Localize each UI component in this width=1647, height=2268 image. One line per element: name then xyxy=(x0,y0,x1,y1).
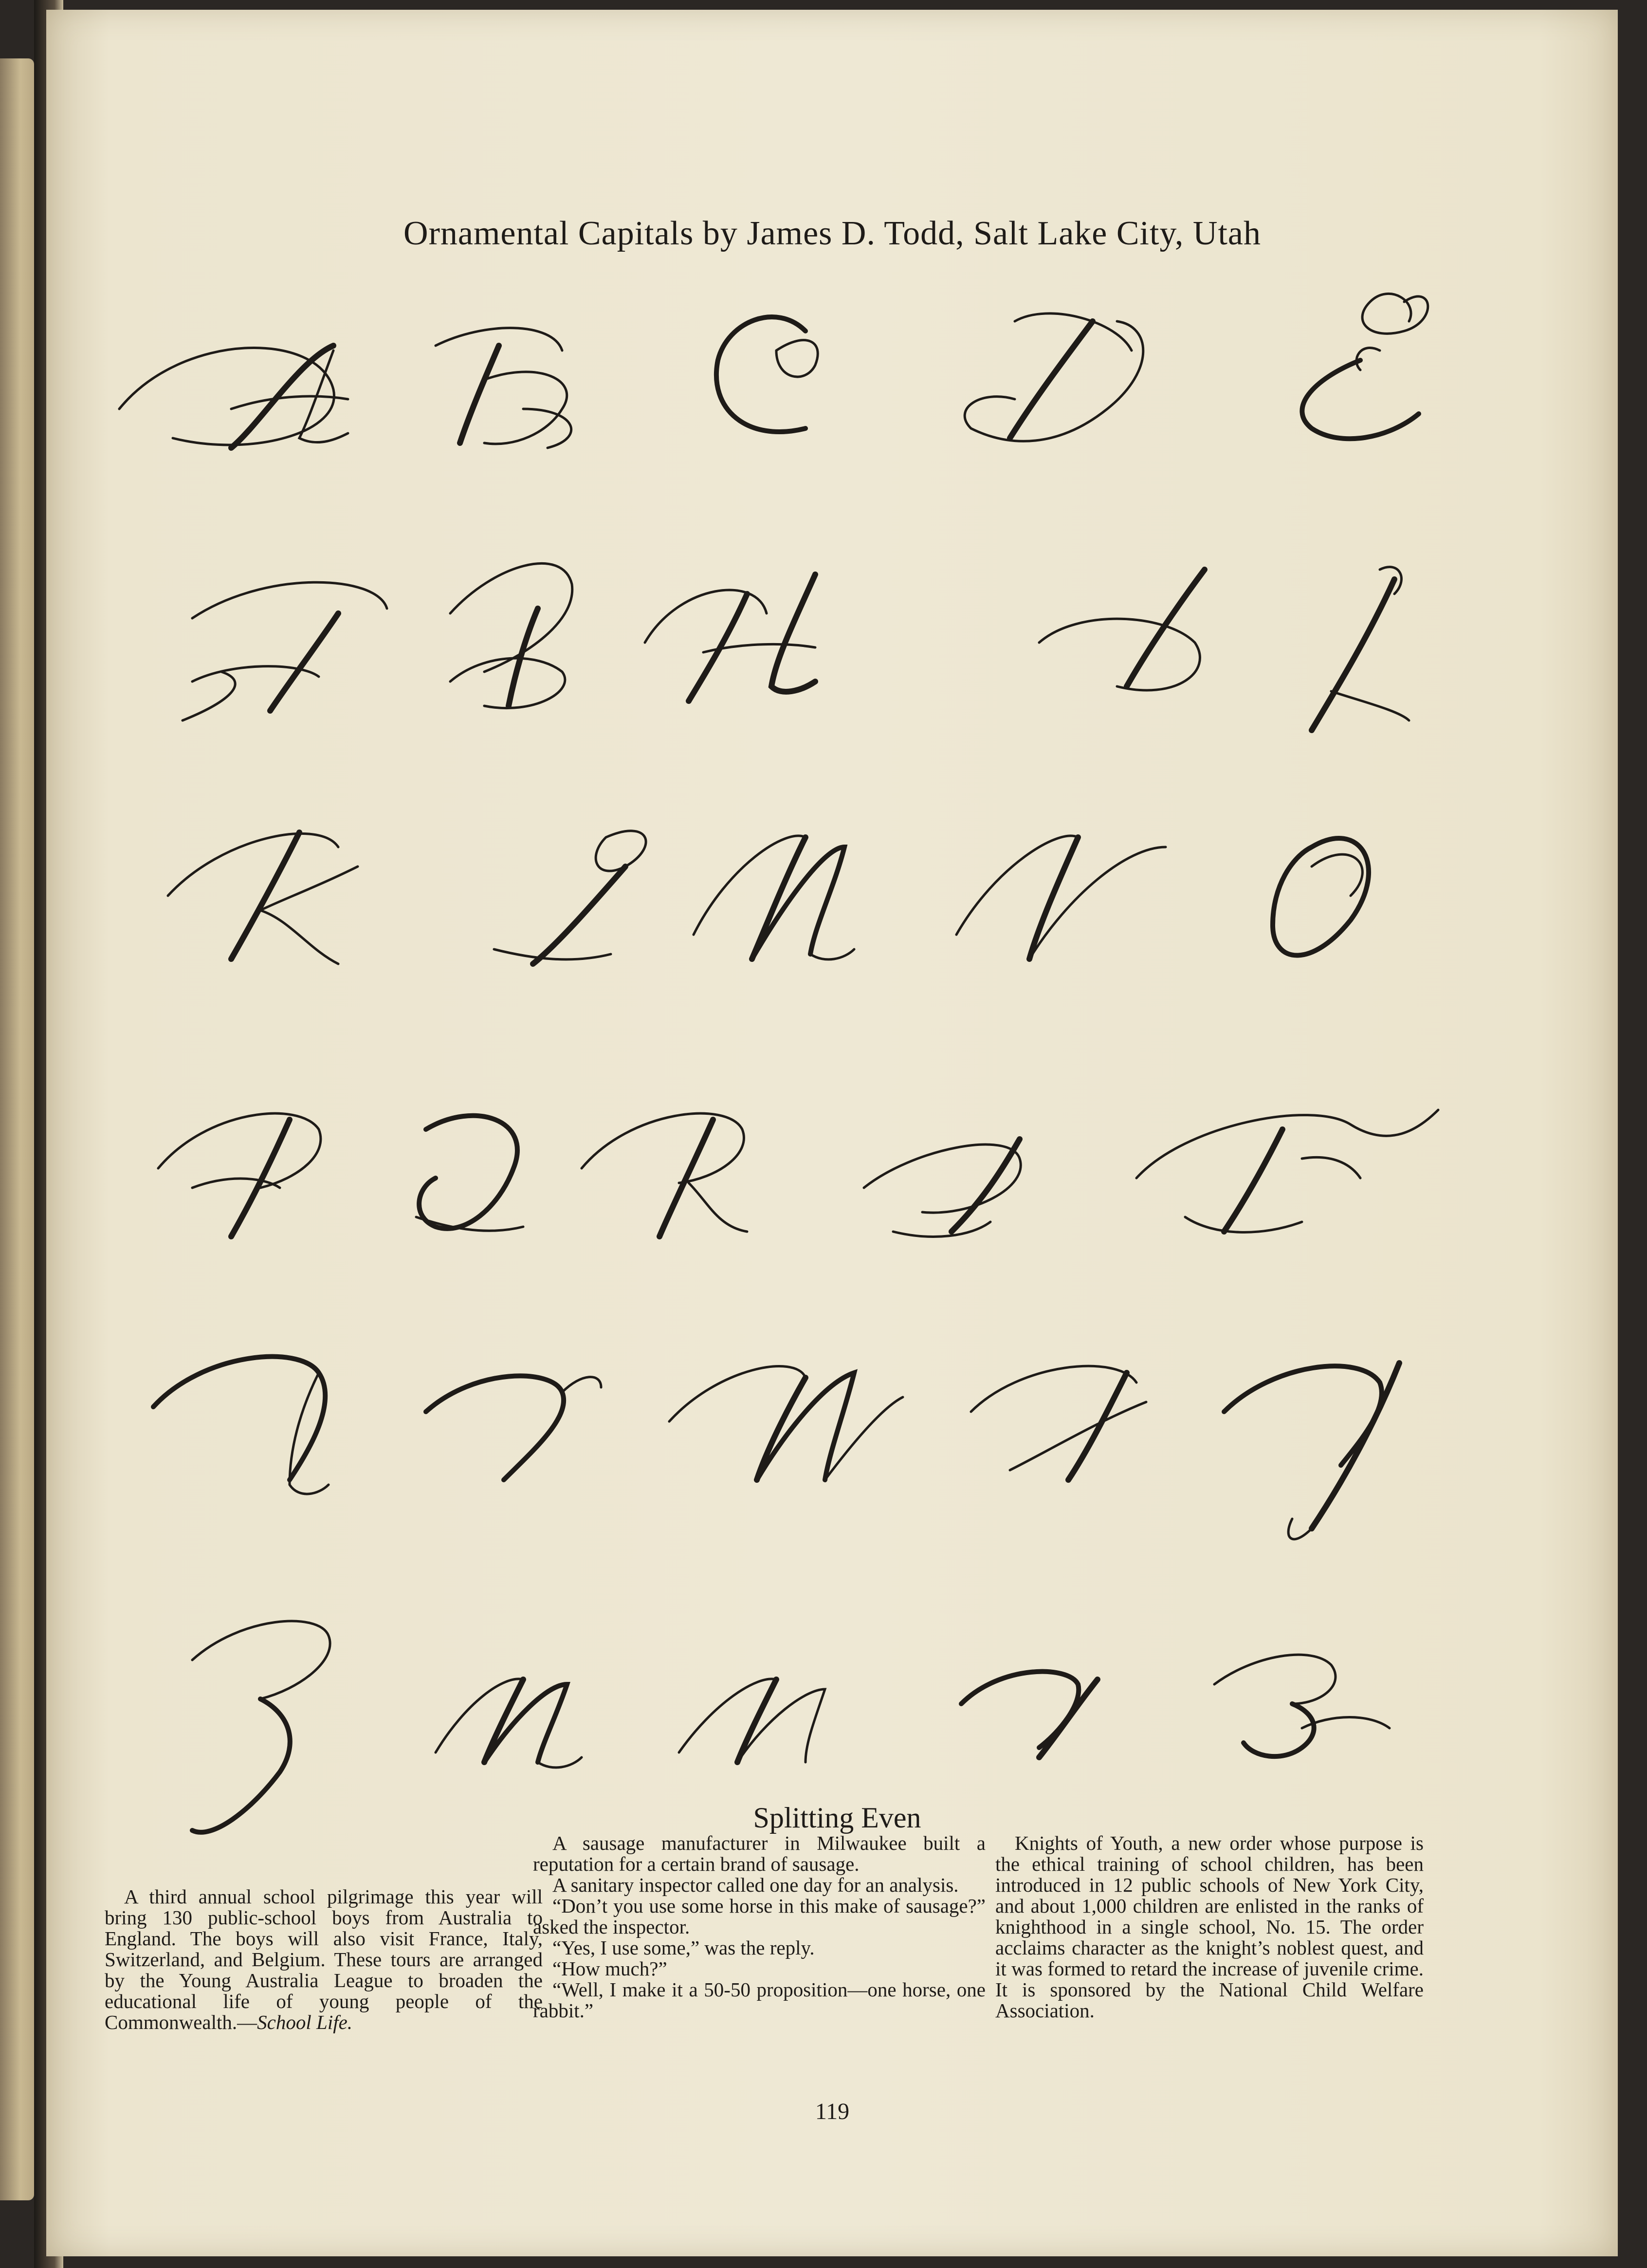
capital-r xyxy=(582,1113,747,1236)
capital-e xyxy=(1302,294,1427,439)
article-column-3 xyxy=(995,1833,1424,2021)
capital-f xyxy=(183,582,387,720)
page-title: Ornamental Capitals by James D. Todd, Salt Lake City, Utah xyxy=(403,215,1261,252)
paragraph: “Yes, I use some,” was the reply. xyxy=(552,1936,815,1959)
capital-q xyxy=(416,1116,523,1231)
paragraph: “How much?” xyxy=(552,1957,667,1980)
capital-k xyxy=(168,832,358,964)
capital-w xyxy=(669,1366,903,1480)
capital-g xyxy=(450,563,572,708)
capital-o xyxy=(1273,838,1369,956)
capital-x xyxy=(971,1366,1146,1480)
capital-m xyxy=(694,836,854,959)
column-1-text: A third annual school pilgrimage this year will bring 130 public-school boys from Australia to England. The boys will also visit France, Italy, Switzerland, and Belgium. These tours are arranged by the Young Australia League to broaden the educational life of young people of the Commonwealth.— xyxy=(105,1885,543,2033)
capital-y xyxy=(1224,1363,1399,1539)
capital-z xyxy=(192,1621,330,1832)
column-1-source: School Life. xyxy=(257,2011,353,2033)
capital-a xyxy=(119,346,348,448)
capital-t xyxy=(1136,1110,1438,1232)
capital-v xyxy=(426,1376,601,1480)
right-book-edge xyxy=(1618,0,1647,2268)
capital-c xyxy=(716,317,818,432)
article-column-2 xyxy=(533,1833,986,2021)
page-number: 119 xyxy=(815,2099,850,2124)
paragraph: “Well, I make it a 50-50 proposition—one horse, one rabbit.” xyxy=(533,1978,986,2022)
letter-z xyxy=(1214,1655,1390,1756)
article-headline: Splitting Even xyxy=(753,1802,921,1834)
letter-m xyxy=(436,1679,582,1768)
letter-y xyxy=(961,1672,1098,1757)
page xyxy=(46,10,1618,2256)
article-column-1 xyxy=(105,1886,543,2033)
capital-n xyxy=(956,836,1166,959)
paragraph: A sanitary inspector called one day for an analysis. xyxy=(552,1874,959,1896)
paragraph: Knights of Youth, a new order whose purpose is the ethical training of school children, has been introduced in 12 public schools of New York City, and about 1,000 children are enlisted in the ranks of knighthood in a single school, No. 15. The order acclaims character as the knight’s noblest quest, and it was formed to retard the increase of juvenile crime. It is sponsored by the National Child Welfare Association. xyxy=(995,1832,1424,2022)
capital-l xyxy=(494,831,646,964)
capital-h xyxy=(645,574,815,701)
capital-p xyxy=(158,1113,321,1236)
left-page-edge xyxy=(0,58,34,2200)
paragraph: A sausage manufacturer in Milwaukee built a reputation for a certain brand of sausage. xyxy=(533,1832,986,1875)
capital-b xyxy=(436,328,571,448)
capital-s xyxy=(864,1139,1021,1236)
capital-u xyxy=(153,1357,329,1494)
capital-i xyxy=(1039,570,1205,690)
capital-j xyxy=(1312,567,1409,730)
letter-n xyxy=(679,1679,825,1762)
paragraph: “Don’t you use some horse in this make of sausage?” asked the inspector. xyxy=(533,1895,986,1938)
capital-d xyxy=(965,313,1143,441)
